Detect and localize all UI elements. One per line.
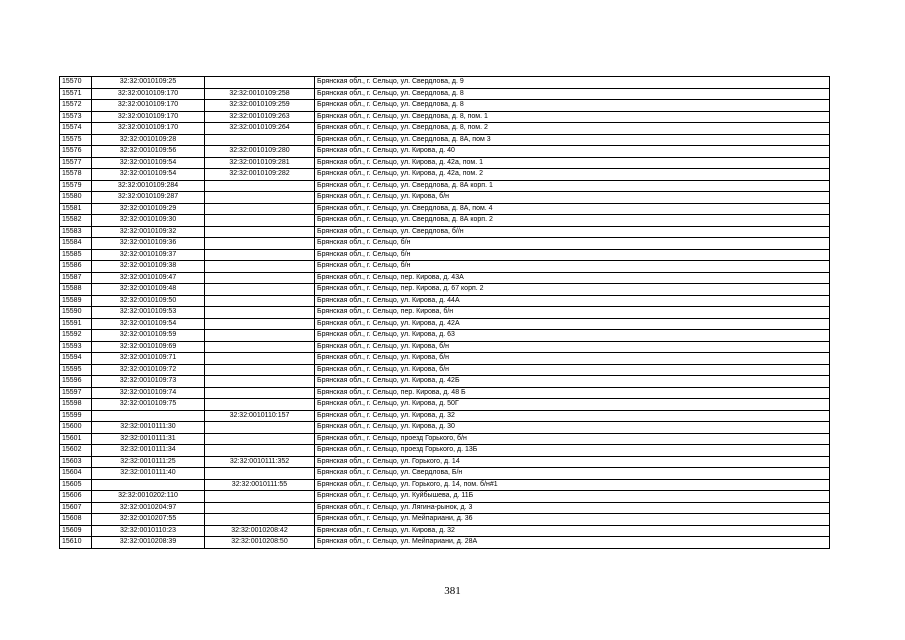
table-row bbox=[60, 353, 830, 365]
cadastral-number-cell: 32:32:0010109:284 bbox=[92, 180, 205, 192]
address-cell: Брянская обл., г. Сельцо, ул. Кирова, д. 42Б bbox=[315, 376, 830, 388]
row-number-cell: 15594 bbox=[60, 353, 92, 365]
cadastral-number-cell: 32:32:0010109:48 bbox=[92, 284, 205, 296]
related-cadastral-number-cell bbox=[205, 491, 315, 503]
cadastral-number-cell: 32:32:0010109:54 bbox=[92, 169, 205, 181]
cadastral-number-cell bbox=[92, 479, 205, 491]
cadastral-number-cell: 32:32:0010109:32 bbox=[92, 226, 205, 238]
table-row bbox=[60, 364, 830, 376]
cadastral-number-cell: 32:32:0010109:69 bbox=[92, 341, 205, 353]
related-cadastral-number-cell bbox=[205, 364, 315, 376]
table-row bbox=[60, 514, 830, 526]
related-cadastral-number-cell bbox=[205, 399, 315, 411]
table-row bbox=[60, 146, 830, 158]
table-row bbox=[60, 422, 830, 434]
related-cadastral-number-cell: 32:32:0010110:157 bbox=[205, 410, 315, 422]
cadastral-number-cell: 32:32:0010109:50 bbox=[92, 295, 205, 307]
related-cadastral-number-cell bbox=[205, 318, 315, 330]
related-cadastral-number-cell bbox=[205, 284, 315, 296]
address-cell: Брянская обл., г. Сельцо, ул. Кирова, д. 42а, пом. 1 bbox=[315, 157, 830, 169]
row-number-cell: 15599 bbox=[60, 410, 92, 422]
row-number-cell: 15577 bbox=[60, 157, 92, 169]
row-number-cell: 15587 bbox=[60, 272, 92, 284]
related-cadastral-number-cell bbox=[205, 433, 315, 445]
address-cell: Брянская обл., г. Сельцо, ул. Кирова, д. 32 bbox=[315, 410, 830, 422]
cadastral-number-cell: 32:32:0010109:59 bbox=[92, 330, 205, 342]
table-row bbox=[60, 295, 830, 307]
address-cell: Брянская обл., г. Сельцо, пер. Кирова, б/н bbox=[315, 307, 830, 319]
row-number-cell: 15582 bbox=[60, 215, 92, 227]
table-row bbox=[60, 169, 830, 181]
cadastral-number-cell: 32:32:0010109:170 bbox=[92, 111, 205, 123]
related-cadastral-number-cell: 32:32:0010109:258 bbox=[205, 88, 315, 100]
address-cell: Брянская обл., г. Сельцо, ул. Кирова, д. 32 bbox=[315, 525, 830, 537]
related-cadastral-number-cell bbox=[205, 134, 315, 146]
address-cell: Брянская обл., г. Сельцо, пер. Кирова, д. 48 Б bbox=[315, 387, 830, 399]
cadastral-number-cell: 32:32:0010109:72 bbox=[92, 364, 205, 376]
table-row bbox=[60, 123, 830, 135]
row-number-cell: 15600 bbox=[60, 422, 92, 434]
address-cell: Брянская обл., г. Сельцо, б/н bbox=[315, 261, 830, 273]
table-row bbox=[60, 111, 830, 123]
address-cell: Брянская обл., г. Сельцо, ул. Свердлова, д. 8, пом. 2 bbox=[315, 123, 830, 135]
related-cadastral-number-cell: 32:32:0010111:352 bbox=[205, 456, 315, 468]
table-row bbox=[60, 491, 830, 503]
related-cadastral-number-cell: 32:32:0010208:42 bbox=[205, 525, 315, 537]
table-row bbox=[60, 307, 830, 319]
related-cadastral-number-cell bbox=[205, 387, 315, 399]
cadastral-number-cell: 32:32:0010109:54 bbox=[92, 157, 205, 169]
related-cadastral-number-cell bbox=[205, 341, 315, 353]
related-cadastral-number-cell bbox=[205, 376, 315, 388]
cadastral-number-cell: 32:32:0010111:34 bbox=[92, 445, 205, 457]
page-number: 381 bbox=[444, 585, 461, 597]
cadastral-number-cell: 32:32:0010109:36 bbox=[92, 238, 205, 250]
related-cadastral-number-cell bbox=[205, 261, 315, 273]
related-cadastral-number-cell bbox=[205, 77, 315, 89]
row-number-cell: 15609 bbox=[60, 525, 92, 537]
cadastral-number-cell: 32:32:0010109:287 bbox=[92, 192, 205, 204]
row-number-cell: 15574 bbox=[60, 123, 92, 135]
row-number-cell: 15584 bbox=[60, 238, 92, 250]
row-number-cell: 15597 bbox=[60, 387, 92, 399]
address-cell: Брянская обл., г. Сельцо, ул. Горького, д. 14 bbox=[315, 456, 830, 468]
table-row bbox=[60, 537, 830, 549]
row-number-cell: 15604 bbox=[60, 468, 92, 480]
cadastral-number-cell: 32:32:0010109:170 bbox=[92, 88, 205, 100]
cadastral-number-cell: 32:32:0010109:56 bbox=[92, 146, 205, 158]
row-number-cell: 15588 bbox=[60, 284, 92, 296]
table-row bbox=[60, 192, 830, 204]
related-cadastral-number-cell bbox=[205, 215, 315, 227]
row-number-cell: 15605 bbox=[60, 479, 92, 491]
address-cell: Брянская обл., г. Сельцо, ул. Лягина-рынок, д. 3 bbox=[315, 502, 830, 514]
address-cell: Брянская обл., г. Сельцо, ул. Кирова, б/н bbox=[315, 364, 830, 376]
table-row bbox=[60, 479, 830, 491]
cadastral-number-cell: 32:32:0010109:38 bbox=[92, 261, 205, 273]
row-number-cell: 15598 bbox=[60, 399, 92, 411]
related-cadastral-number-cell: 32:32:0010109:282 bbox=[205, 169, 315, 181]
table-row bbox=[60, 318, 830, 330]
row-number-cell: 15592 bbox=[60, 330, 92, 342]
table-row bbox=[60, 77, 830, 89]
cadastral-number-cell bbox=[92, 410, 205, 422]
related-cadastral-number-cell bbox=[205, 192, 315, 204]
table-row bbox=[60, 410, 830, 422]
table-row bbox=[60, 525, 830, 537]
row-number-cell: 15607 bbox=[60, 502, 92, 514]
cadastral-number-cell: 32:32:0010109:75 bbox=[92, 399, 205, 411]
property-registry-table bbox=[59, 76, 830, 549]
table-row bbox=[60, 468, 830, 480]
table-row bbox=[60, 387, 830, 399]
table-row bbox=[60, 456, 830, 468]
table-row bbox=[60, 88, 830, 100]
row-number-cell: 15606 bbox=[60, 491, 92, 503]
cadastral-number-cell: 32:32:0010207:55 bbox=[92, 514, 205, 526]
address-cell: Брянская обл., г. Сельцо, ул. Мейпариани, д. 28А bbox=[315, 537, 830, 549]
row-number-cell: 15583 bbox=[60, 226, 92, 238]
row-number-cell: 15571 bbox=[60, 88, 92, 100]
related-cadastral-number-cell bbox=[205, 238, 315, 250]
cadastral-number-cell: 32:32:0010208:39 bbox=[92, 537, 205, 549]
cadastral-number-cell: 32:32:0010111:30 bbox=[92, 422, 205, 434]
address-cell: Брянская обл., г. Сельцо, б/н bbox=[315, 238, 830, 250]
registry-table-body bbox=[60, 77, 830, 549]
row-number-cell: 15589 bbox=[60, 295, 92, 307]
row-number-cell: 15610 bbox=[60, 537, 92, 549]
address-cell: Брянская обл., г. Сельцо, ул. Кирова, б/н bbox=[315, 192, 830, 204]
address-cell: Брянская обл., г. Сельцо, ул. Свердлова, д. 8А корп. 1 bbox=[315, 180, 830, 192]
table-row bbox=[60, 215, 830, 227]
address-cell: Брянская обл., г. Сельцо, пер. Кирова, д. 43А bbox=[315, 272, 830, 284]
table-row bbox=[60, 226, 830, 238]
table-row bbox=[60, 261, 830, 273]
address-cell: Брянская обл., г. Сельцо, ул. Кирова, б/н bbox=[315, 341, 830, 353]
address-cell: Брянская обл., г. Сельцо, ул. Свердлова, д. 8 bbox=[315, 88, 830, 100]
related-cadastral-number-cell: 32:32:0010109:263 bbox=[205, 111, 315, 123]
address-cell: Брянская обл., г. Сельцо, проезд Горького, д. 13Б bbox=[315, 445, 830, 457]
related-cadastral-number-cell: 32:32:0010208:50 bbox=[205, 537, 315, 549]
related-cadastral-number-cell bbox=[205, 468, 315, 480]
cadastral-number-cell: 32:32:0010109:74 bbox=[92, 387, 205, 399]
row-number-cell: 15591 bbox=[60, 318, 92, 330]
row-number-cell: 15570 bbox=[60, 77, 92, 89]
table-row bbox=[60, 134, 830, 146]
cadastral-number-cell: 32:32:0010109:29 bbox=[92, 203, 205, 215]
row-number-cell: 15603 bbox=[60, 456, 92, 468]
table-row bbox=[60, 180, 830, 192]
cadastral-number-cell: 32:32:0010111:40 bbox=[92, 468, 205, 480]
table-row bbox=[60, 376, 830, 388]
table-row bbox=[60, 249, 830, 261]
related-cadastral-number-cell: 32:32:0010109:259 bbox=[205, 100, 315, 112]
related-cadastral-number-cell bbox=[205, 203, 315, 215]
related-cadastral-number-cell: 32:32:0010109:264 bbox=[205, 123, 315, 135]
row-number-cell: 15590 bbox=[60, 307, 92, 319]
table-row bbox=[60, 284, 830, 296]
related-cadastral-number-cell: 32:32:0010111:55 bbox=[205, 479, 315, 491]
table-row bbox=[60, 100, 830, 112]
address-cell: Брянская обл., г. Сельцо, ул. Кирова, д. 30 bbox=[315, 422, 830, 434]
cadastral-number-cell: 32:32:0010109:25 bbox=[92, 77, 205, 89]
cadastral-number-cell: 32:32:0010109:54 bbox=[92, 318, 205, 330]
cadastral-number-cell: 32:32:0010109:28 bbox=[92, 134, 205, 146]
row-number-cell: 15596 bbox=[60, 376, 92, 388]
row-number-cell: 15579 bbox=[60, 180, 92, 192]
address-cell: Брянская обл., г. Сельцо, ул. Свердлова, Б/н bbox=[315, 468, 830, 480]
related-cadastral-number-cell bbox=[205, 272, 315, 284]
related-cadastral-number-cell: 32:32:0010109:281 bbox=[205, 157, 315, 169]
row-number-cell: 15576 bbox=[60, 146, 92, 158]
table-row bbox=[60, 238, 830, 250]
address-cell: Брянская обл., г. Сельцо, ул. Куйбышева, д. 11Б bbox=[315, 491, 830, 503]
related-cadastral-number-cell bbox=[205, 445, 315, 457]
address-cell: Брянская обл., г. Сельцо, ул. Кирова, б/н bbox=[315, 353, 830, 365]
related-cadastral-number-cell bbox=[205, 353, 315, 365]
cadastral-number-cell: 32:32:0010109:37 bbox=[92, 249, 205, 261]
address-cell: Брянская обл., г. Сельцо, ул. Свердлова, д. 8А корп. 2 bbox=[315, 215, 830, 227]
row-number-cell: 15572 bbox=[60, 100, 92, 112]
related-cadastral-number-cell bbox=[205, 180, 315, 192]
address-cell: Брянская обл., г. Сельцо, ул. Свердлова, д. 8А, пом 3 bbox=[315, 134, 830, 146]
row-number-cell: 15573 bbox=[60, 111, 92, 123]
table-row bbox=[60, 399, 830, 411]
table-row bbox=[60, 203, 830, 215]
cadastral-number-cell: 32:32:0010109:170 bbox=[92, 100, 205, 112]
cadastral-number-cell: 32:32:0010110:23 bbox=[92, 525, 205, 537]
row-number-cell: 15586 bbox=[60, 261, 92, 273]
table-row bbox=[60, 157, 830, 169]
address-cell: Брянская обл., г. Сельцо, ул. Свердлова, д. 8А, пом. 4 bbox=[315, 203, 830, 215]
address-cell: Брянская обл., г. Сельцо, ул. Кирова, д. 50Г bbox=[315, 399, 830, 411]
cadastral-number-cell: 32:32:0010109:47 bbox=[92, 272, 205, 284]
cadastral-number-cell: 32:32:0010204:97 bbox=[92, 502, 205, 514]
table-row bbox=[60, 330, 830, 342]
cadastral-number-cell: 32:32:0010202:110 bbox=[92, 491, 205, 503]
address-cell: Брянская обл., г. Сельцо, б/н bbox=[315, 249, 830, 261]
cadastral-number-cell: 32:32:0010109:170 bbox=[92, 123, 205, 135]
table-row bbox=[60, 433, 830, 445]
related-cadastral-number-cell bbox=[205, 307, 315, 319]
address-cell: Брянская обл., г. Сельцо, пер. Кирова, д. 67 корп. 2 bbox=[315, 284, 830, 296]
row-number-cell: 15575 bbox=[60, 134, 92, 146]
address-cell: Брянская обл., г. Сельцо, ул. Свердлова, д. 9 bbox=[315, 77, 830, 89]
address-cell: Брянская обл., г. Сельцо, ул. Мейпариани, д. 36 bbox=[315, 514, 830, 526]
row-number-cell: 15601 bbox=[60, 433, 92, 445]
related-cadastral-number-cell: 32:32:0010109:280 bbox=[205, 146, 315, 158]
table-row bbox=[60, 341, 830, 353]
address-cell: Брянская обл., г. Сельцо, ул. Горького, д. 14, пом. б/н#1 bbox=[315, 479, 830, 491]
row-number-cell: 15602 bbox=[60, 445, 92, 457]
address-cell: Брянская обл., г. Сельцо, ул. Свердлова, д. 8, пом. 1 bbox=[315, 111, 830, 123]
cadastral-number-cell: 32:32:0010111:31 bbox=[92, 433, 205, 445]
row-number-cell: 15593 bbox=[60, 341, 92, 353]
table-row bbox=[60, 445, 830, 457]
related-cadastral-number-cell bbox=[205, 514, 315, 526]
address-cell: Брянская обл., г. Сельцо, ул. Кирова, д. 44А bbox=[315, 295, 830, 307]
cadastral-number-cell: 32:32:0010109:71 bbox=[92, 353, 205, 365]
row-number-cell: 15595 bbox=[60, 364, 92, 376]
row-number-cell: 15581 bbox=[60, 203, 92, 215]
address-cell: Брянская обл., г. Сельцо, проезд Горького, б/н bbox=[315, 433, 830, 445]
cadastral-number-cell: 32:32:0010109:30 bbox=[92, 215, 205, 227]
cadastral-number-cell: 32:32:0010109:73 bbox=[92, 376, 205, 388]
cadastral-number-cell: 32:32:0010111:25 bbox=[92, 456, 205, 468]
row-number-cell: 15585 bbox=[60, 249, 92, 261]
address-cell: Брянская обл., г. Сельцо, ул. Свердлова, д. 8 bbox=[315, 100, 830, 112]
table-row bbox=[60, 502, 830, 514]
related-cadastral-number-cell bbox=[205, 330, 315, 342]
address-cell: Брянская обл., г. Сельцо, ул. Кирова, д. 42А bbox=[315, 318, 830, 330]
row-number-cell: 15608 bbox=[60, 514, 92, 526]
related-cadastral-number-cell bbox=[205, 422, 315, 434]
row-number-cell: 15580 bbox=[60, 192, 92, 204]
related-cadastral-number-cell bbox=[205, 295, 315, 307]
address-cell: Брянская обл., г. Сельцо, ул. Кирова, д. 42а, пом. 2 bbox=[315, 169, 830, 181]
row-number-cell: 15578 bbox=[60, 169, 92, 181]
related-cadastral-number-cell bbox=[205, 249, 315, 261]
table-row bbox=[60, 272, 830, 284]
address-cell: Брянская обл., г. Сельцо, ул. Кирова, д. 40 bbox=[315, 146, 830, 158]
address-cell: Брянская обл., г. Сельцо, ул. Кирова, д. 63 bbox=[315, 330, 830, 342]
cadastral-number-cell: 32:32:0010109:53 bbox=[92, 307, 205, 319]
related-cadastral-number-cell bbox=[205, 502, 315, 514]
address-cell: Брянская обл., г. Сельцо, ул. Свердлова, б//н bbox=[315, 226, 830, 238]
related-cadastral-number-cell bbox=[205, 226, 315, 238]
